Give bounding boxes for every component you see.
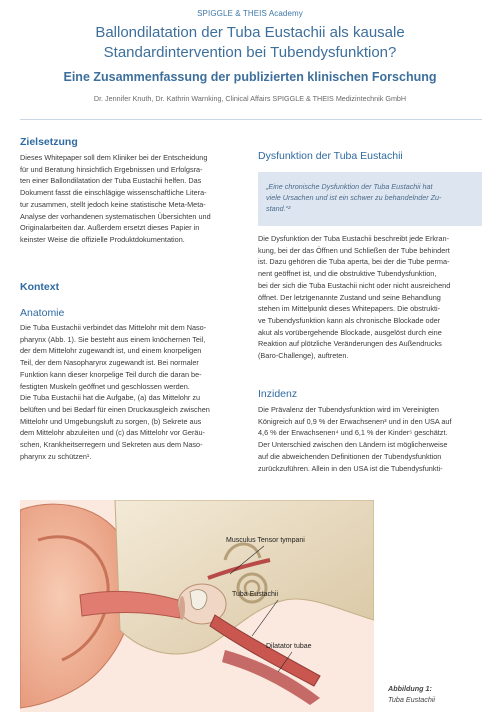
heading-inzidenz: Inzidenz bbox=[258, 388, 298, 400]
text-line: auf die abweichenden Definitionen der Tubendysfunktion bbox=[258, 451, 442, 461]
label-dilatator-tubae: Dilatator tubae bbox=[266, 643, 312, 650]
header-divider bbox=[20, 119, 482, 120]
text-line: Die Prävalenz der Tubendysfunktion wird im Vereinigten bbox=[258, 405, 439, 414]
text-line: Mittelohr und Umgebungsluft zu sorgen, (b) Sekrete aus bbox=[20, 416, 202, 426]
text-line: stehen im Mittelpunkt dieses Whitepapers. Die obstrukti- bbox=[258, 304, 441, 314]
quote-line-1: „Eine chronische Dysfunktion der Tuba Eustachii hat bbox=[266, 182, 433, 191]
heading-anatomie: Anatomie bbox=[20, 307, 65, 319]
text-line: öffnet. Der letztgenannte Zustand und seine Behandlung bbox=[258, 292, 441, 302]
text-line: ve Tubendysfunktion kann als chronische Blockade oder bbox=[258, 315, 441, 325]
anatomie-text bbox=[20, 322, 248, 462]
quote-line-2: viele Ursachen und ist ein schwer zu behandelnder Zu- bbox=[266, 193, 442, 202]
quote-line-3: stand.“² bbox=[266, 204, 291, 213]
zielsetzung-text bbox=[20, 152, 248, 246]
text-line: der dem Mittelohr zugewandt ist, und einem knorpeligen bbox=[20, 346, 202, 356]
caption-text: Tuba Eustachii bbox=[388, 695, 436, 704]
text-line: Königreich auf 0,9 % der Erwachsenen³ und in den USA auf bbox=[258, 416, 452, 426]
text-line: Dokument fasst die einschlägige wissenschaftliche Litera- bbox=[20, 188, 207, 198]
title-line-2: Standardintervention bei Tubendysfunktion? bbox=[103, 44, 397, 61]
text-line: bei der sich die Tuba Eustachii nicht oder nicht ausreichend bbox=[258, 280, 451, 290]
text-line: pharynx zu schützen¹. bbox=[20, 451, 92, 461]
text-line: ist. Dazu gehören die Tuba aperta, bei der die Tube perma- bbox=[258, 257, 450, 267]
label-tuba-eustachii: Tuba Eustachii bbox=[232, 591, 279, 598]
heading-zielsetzung: Zielsetzung bbox=[20, 136, 78, 148]
academy-label: SPIGGLE & THEIS Academy bbox=[197, 9, 303, 18]
text-line: Reaktion auf plötzliche Veränderungen des Außendrucks bbox=[258, 339, 442, 349]
quote-text bbox=[266, 181, 474, 214]
text-line: Die Tuba Eustachii hat die Aufgabe, (a) das Mittelohr zu bbox=[20, 393, 201, 403]
text-line: keinster Weise die offizielle Produktdokumentation. bbox=[20, 234, 185, 244]
text-line: schen, Krankheitserregern und Sekreten aus dem Naso- bbox=[20, 440, 203, 450]
inzidenz-text bbox=[258, 404, 482, 474]
text-line: kung, bei der das Öffnen und Schließen der Tube behindert bbox=[258, 245, 450, 255]
text-line: (Baro-Challenge), auftreten. bbox=[258, 351, 349, 361]
text-line: belüften und bei Bedarf für einen Druckausgleich zwischen bbox=[20, 404, 210, 414]
text-line: Dieses Whitepaper soll dem Kliniker bei der Entscheidung bbox=[20, 153, 208, 162]
text-line: Der Unterschied zwischen den Ländern ist möglicherweise bbox=[258, 440, 448, 450]
subtitle: Eine Zusammenfassung der publizierten klinischen Forschung bbox=[63, 70, 437, 84]
text-line: nent geöffnet ist, und die obstruktive Tubendysfunktion, bbox=[258, 269, 437, 279]
title-line-1: Ballondilatation der Tuba Eustachii als kausale bbox=[95, 24, 405, 41]
ear-anatomy-illustration bbox=[20, 500, 374, 712]
text-line: 4,6 % der Erwachsenen⁴ und 6,1 % der Kinder⁵ geschätzt. bbox=[258, 428, 448, 438]
dysfunktion-text bbox=[258, 233, 482, 362]
caption-title: Abbildung 1: bbox=[388, 684, 432, 693]
text-line: Originalarbeiten dar. Außerdem ersetzt dieses Papier in bbox=[20, 223, 200, 233]
quote-box bbox=[258, 172, 482, 226]
authors: Dr. Jennifer Knuth, Dr. Kathrin Warnking, Clinical Affairs SPIGGLE & THEIS Medizintechnik GmbH bbox=[93, 94, 407, 103]
text-line: festigten Muskeln geöffnet und geschlossen werden. bbox=[20, 381, 190, 391]
text-line: Funktion kann dieser knorpelige Teil durch die daran be- bbox=[20, 369, 202, 379]
text-line: pharynx (Abb. 1). Sie besteht aus einem knöchernen Teil, bbox=[20, 334, 206, 344]
ossicles bbox=[190, 590, 207, 610]
text-line: für und Beratung hinsichtlich Ergebnissen und Erfolgsra- bbox=[20, 164, 203, 174]
heading-kontext: Kontext bbox=[20, 281, 60, 293]
text-line: ten einer Ballondilatation der Tuba Eustachii helfen. Das bbox=[20, 176, 202, 186]
text-line: zurückzuführen. Allein in den USA ist die Tubendysfunkti- bbox=[258, 463, 443, 473]
ear-anatomy-figure bbox=[20, 500, 374, 712]
text-line: Teil, der dem Nasopharynx zugewandt ist. Bei normaler bbox=[20, 358, 199, 368]
text-line: Die Tuba Eustachii verbindet das Mittelohr mit dem Naso- bbox=[20, 323, 207, 332]
text-line: akut als vorübergehende Blockade, ausgelöst durch eine bbox=[258, 327, 442, 337]
text-line: Die Dysfunktion der Tuba Eustachii beschreibt jede Erkran- bbox=[258, 234, 450, 243]
title bbox=[0, 23, 500, 63]
text-line: Analyse der vorhandenen systematischen Übersichten und bbox=[20, 211, 211, 221]
figure-caption bbox=[388, 683, 435, 705]
heading-dysfunktion: Dysfunktion der Tuba Eustachii bbox=[258, 150, 403, 162]
eardrum bbox=[179, 596, 185, 620]
text-line: tur zusammen, stellt jedoch keine statistische Meta-Meta- bbox=[20, 199, 206, 209]
label-tensor-tympani: Musculus Tensor tympani bbox=[226, 537, 305, 544]
text-line: dem Mittelohr abzuleiten und (c) das Mittelohr vor Geräu- bbox=[20, 428, 205, 438]
